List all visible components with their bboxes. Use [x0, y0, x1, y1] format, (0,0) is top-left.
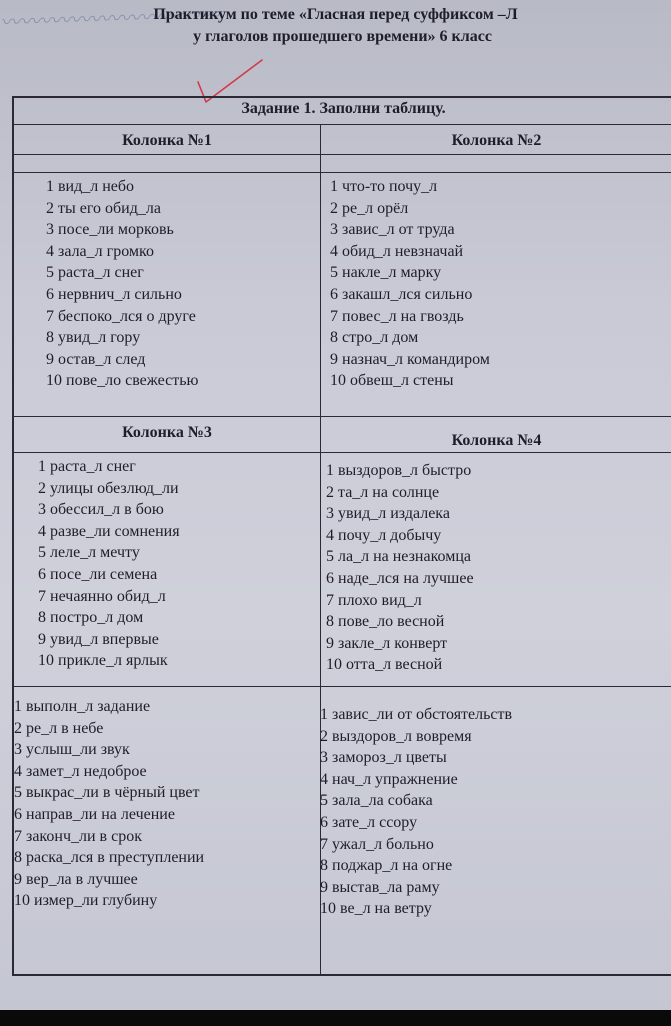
list-item: 7 законч_ли в срок — [14, 827, 142, 845]
list-item: 2 выздоров_л вовремя — [320, 727, 472, 745]
list-item: 3 обессил_л в бою — [38, 501, 164, 519]
list-item: 10 измер_ли глубину — [14, 892, 158, 910]
list-item: 5 накле_л марку — [330, 264, 442, 282]
list-item: 1 вид_л небо — [46, 178, 135, 195]
worksheet-title — [0, 4, 671, 48]
list-item: 5 зала_ла собака — [320, 792, 433, 810]
list-item: 7 ужал_л больно — [320, 835, 434, 853]
table-divider — [14, 124, 671, 125]
list-item: 5 ла_л на незнакомца — [326, 548, 472, 566]
list-item: 5 леле_л мечту — [38, 544, 140, 562]
list-item: 4 нач_л упражнение — [320, 770, 458, 788]
list-item: 9 остав_л след — [46, 350, 146, 368]
list-item: 4 зала_л громко — [46, 242, 154, 260]
list-item: 3 завис_л от труда — [330, 221, 455, 239]
column-4-header: Колонка №4 — [451, 432, 542, 449]
table-divider — [14, 154, 671, 155]
column-1-header: Колонка №1 — [122, 132, 212, 149]
list-item: 8 постро_л дом — [38, 609, 144, 627]
table-divider — [14, 172, 671, 173]
list-item: 7 нечаянно обид_л — [38, 587, 166, 605]
list-item: 1 выполн_л задание — [14, 698, 151, 715]
title-line-1: Практикум по теме «Гласная перед суффиксом –Л — [153, 6, 518, 23]
list-item: 9 выстав_ла раму — [320, 878, 440, 896]
list-item: 5 раста_л снег — [46, 264, 144, 282]
column-3-list — [38, 456, 180, 672]
table-divider — [14, 686, 671, 687]
exercise-table — [12, 96, 671, 976]
table-divider — [14, 452, 671, 453]
column-2-header: Колонка №2 — [451, 132, 542, 149]
column-6-list — [320, 704, 512, 920]
list-item: 8 стро_л дом — [330, 329, 419, 347]
list-item: 6 нервнич_л сильно — [46, 285, 182, 303]
table-divider — [14, 416, 671, 417]
list-item: 6 зате_л ссору — [320, 813, 418, 831]
list-item: 10 пове_ло свежестью — [46, 372, 199, 390]
list-item: 1 выздоров_л быстро — [326, 462, 472, 479]
list-item: 3 замороз_л цветы — [320, 749, 447, 767]
list-item: 10 отта_л весной — [326, 656, 443, 674]
title-line-2: у глаголов прошедшего времени» 6 класс — [193, 28, 492, 45]
task-heading: Задание 1. Заполни таблицу. — [241, 100, 446, 117]
list-item: 10 обвеш_л стены — [330, 372, 454, 390]
column-1-list — [46, 176, 198, 392]
list-item: 2 ты его обид_ла — [46, 199, 161, 217]
list-item: 7 плохо вид_л — [326, 591, 422, 609]
list-item: 8 поджар_л на огне — [320, 857, 453, 875]
list-item: 6 направ_ли на лечение — [14, 805, 175, 823]
list-item: 9 вер_ла в лучшее — [14, 870, 138, 888]
list-item: 4 обид_л невзначай — [330, 242, 464, 260]
column-4-list — [326, 460, 474, 676]
list-item: 6 наде_лся на лучшее — [326, 569, 474, 587]
bottom-black-bar — [0, 1010, 671, 1026]
column-5-list — [14, 696, 204, 912]
list-item: 2 та_л на солнце — [326, 483, 440, 501]
list-item: 6 закашл_лся сильно — [330, 285, 473, 303]
list-item: 8 увид_л гору — [46, 329, 141, 347]
list-item: 3 посе_ли морковь — [46, 221, 174, 239]
list-item: 2 ре_л в небе — [14, 719, 104, 737]
handwritten-scribble: 〰〰〰〰〰〰〰〰〰〰〰 — [0, 4, 221, 35]
list-item: 9 увид_л впервые — [38, 630, 159, 648]
list-item: 3 увид_л издалека — [326, 505, 450, 523]
list-item: 4 замет_л недоброе — [14, 762, 147, 780]
list-item: 9 назнач_л командиром — [330, 350, 490, 368]
list-item: 2 ре_л орёл — [330, 199, 409, 217]
list-item: 4 почу_л добычу — [326, 526, 442, 544]
list-item: 10 ве_л на ветру — [320, 900, 432, 918]
list-item: 4 разве_ли сомнения — [38, 522, 180, 540]
list-item: 5 выкрас_ли в чёрный цвет — [14, 784, 200, 802]
column-3-header: Колонка №3 — [122, 424, 212, 441]
list-item: 6 посе_ли семена — [38, 565, 158, 583]
list-item: 1 завис_ли от обстоятельств — [320, 706, 513, 723]
list-item: 8 раска_лся в преступлении — [14, 849, 205, 867]
list-item: 7 повес_л на гвоздь — [330, 307, 464, 325]
list-item: 9 закле_л конверт — [326, 634, 448, 652]
list-item: 7 беспоко_лся о друге — [46, 307, 196, 325]
list-item: 2 улицы обезлюд_ли — [38, 479, 179, 497]
list-item: 1 раста_л снег — [38, 458, 136, 475]
list-item: 8 пове_ло весной — [326, 613, 445, 631]
list-item: 1 что-то почу_л — [330, 178, 438, 195]
column-2-list — [330, 176, 490, 392]
list-item: 10 прикле_л ярлык — [38, 652, 168, 670]
list-item: 3 услыш_ли звук — [14, 741, 130, 759]
